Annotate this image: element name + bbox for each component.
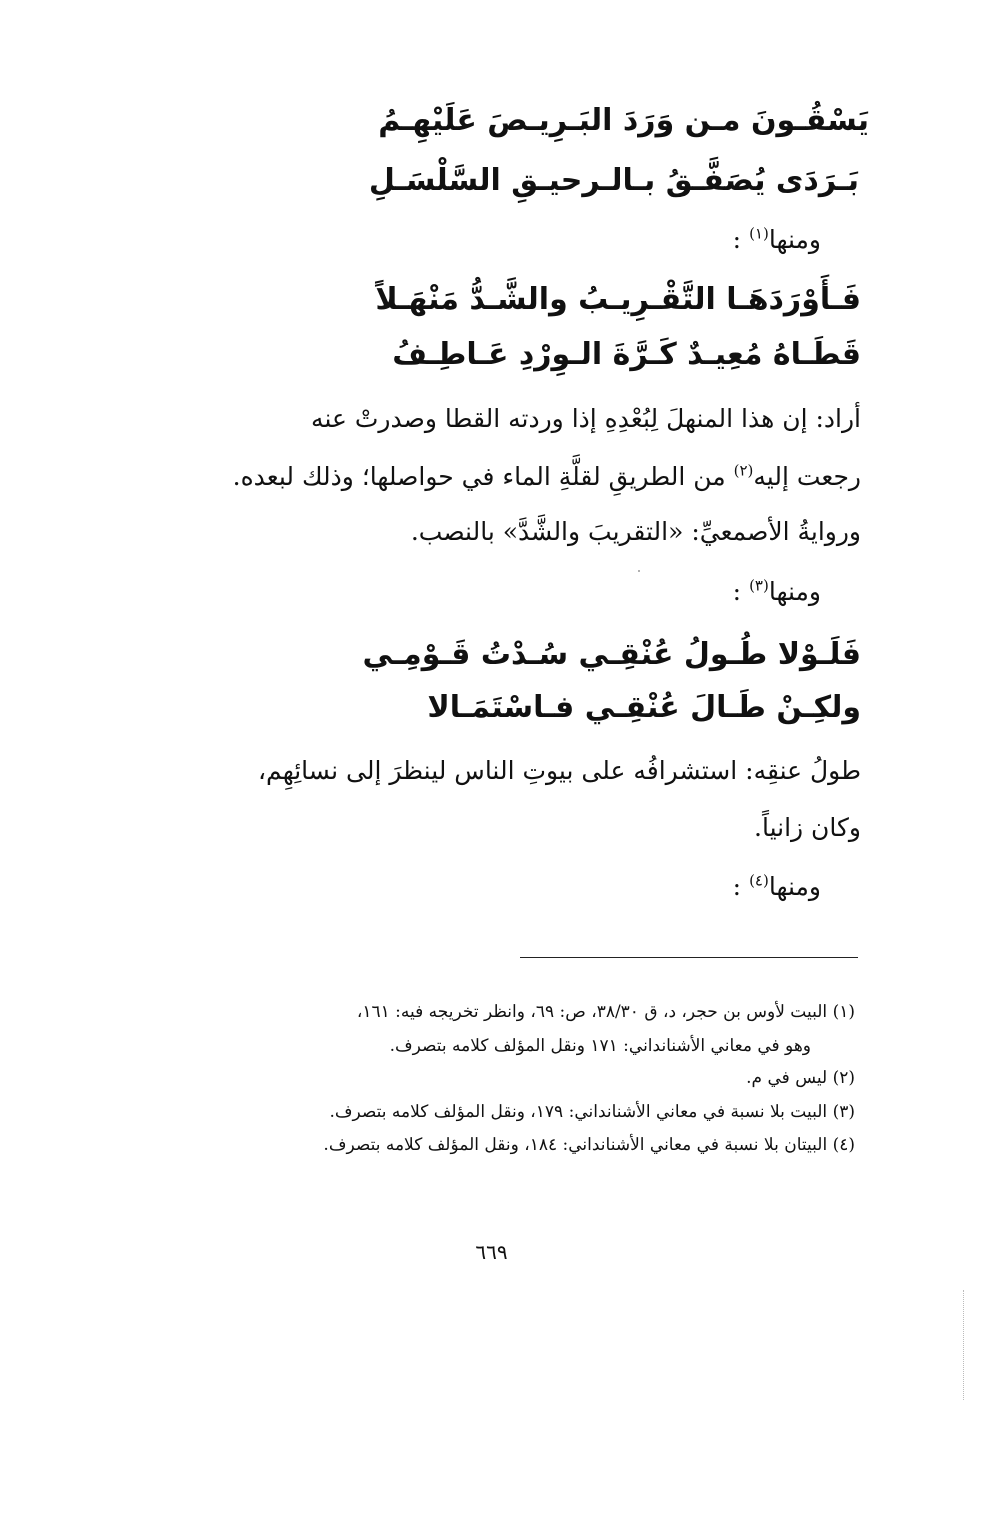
scan-edge-marks [963, 1290, 965, 1400]
footnote-number: (٤) [832, 1135, 855, 1155]
footnote-number: (١) [832, 1002, 855, 1022]
section-label [733, 577, 821, 606]
section-label-word: ومنها [768, 225, 821, 254]
prose-line [233, 462, 861, 491]
section-label [733, 225, 821, 254]
prose-line: طولُ عنقِه: استشرافُه على بيوتِ الناس لينظرَ إلى نسائِهِم، [257, 756, 861, 785]
footnote [357, 1002, 855, 1022]
section-label-colon: : [732, 872, 742, 901]
prose-line: أراد: إن هذا المنهلَ لِبُعْدِهِ إذا وردته القطا وصدرتْ عنه [311, 404, 861, 433]
section-label-colon: : [732, 225, 742, 254]
prose-line: وكان زانياً. [754, 813, 861, 842]
footnote-text: البيت بلا نسبة في معاني الأشنانداني: ١٧٩، ونقل المؤلف كلامه بتصرف. [329, 1102, 828, 1122]
footnote-marker[interactable]: (٣) [749, 576, 769, 595]
section-label-word: ومنها [768, 577, 821, 606]
prose-fragment: من الطريقِ لقلَّةِ الماء في حواصلها؛ وذلك لبعده. [232, 462, 726, 491]
verse-line: فَلَـوْلا طُـولُ عُنْقِـي سُـدْتُ قَـوْمِـي [362, 637, 861, 672]
footnote-continuation: وهو في معاني الأشنانداني: ١٧١ ونقل المؤلف كلامه بتصرف. [389, 1036, 811, 1056]
verse-line: ولكِـنْ طَـالَ عُنْقِـي فـاسْتَمَـالا [427, 690, 861, 725]
scan-speck [638, 570, 640, 572]
footnote-number: (٣) [832, 1102, 855, 1122]
footnote-number: (٢) [832, 1068, 855, 1088]
prose-line: وروايةُ الأصمعيِّ: «التقريبَ والشَّدَّ» بالنصب. [410, 517, 861, 546]
footnote-text: البيتان بلا نسبة في معاني الأشنانداني: ١٨٤، ونقل المؤلف كلامه بتصرف. [323, 1135, 828, 1155]
footnote-text: البيت لأوس بن حجر، د، ق ٣٨/٣٠، ص: ٦٩، وانظر تخريجه فيه: ١٦١، [356, 1002, 828, 1022]
footnote-marker[interactable]: (٢) [733, 461, 754, 480]
section-label-word: ومنها [768, 872, 821, 901]
verse-line: قَطَـاهُ مُعِيـدٌ كَـرَّةَ الـوِرْدِ عَـاطِـفُ [392, 337, 861, 372]
prose-fragment: رجعت إليه [753, 462, 861, 491]
section-label-colon: : [732, 577, 742, 606]
footnote [323, 1135, 855, 1155]
footnote-text: ليس في م. [746, 1068, 828, 1088]
section-label [733, 872, 821, 901]
verse-line: فَـأَوْرَدَهَـا التَّقْـرِيـبُ والشَّـدُّ مَنْهَـلاً [375, 282, 861, 317]
footnote [330, 1102, 855, 1122]
verse-line: بَـرَدَى يُصَفَّـقُ بـالـرحيـقِ السَّلْسَـلِ [368, 163, 859, 198]
footnote [746, 1068, 855, 1088]
footnote-separator [520, 957, 858, 958]
page-number: ٦٦٩ [475, 1240, 508, 1264]
verse-line: يَسْقُـونَ مـن وَرَدَ البَـرِيـصَ عَلَيْهِـمُ [378, 103, 869, 138]
footnote-marker[interactable]: (١) [749, 224, 769, 243]
footnote-marker[interactable]: (٤) [749, 871, 769, 890]
